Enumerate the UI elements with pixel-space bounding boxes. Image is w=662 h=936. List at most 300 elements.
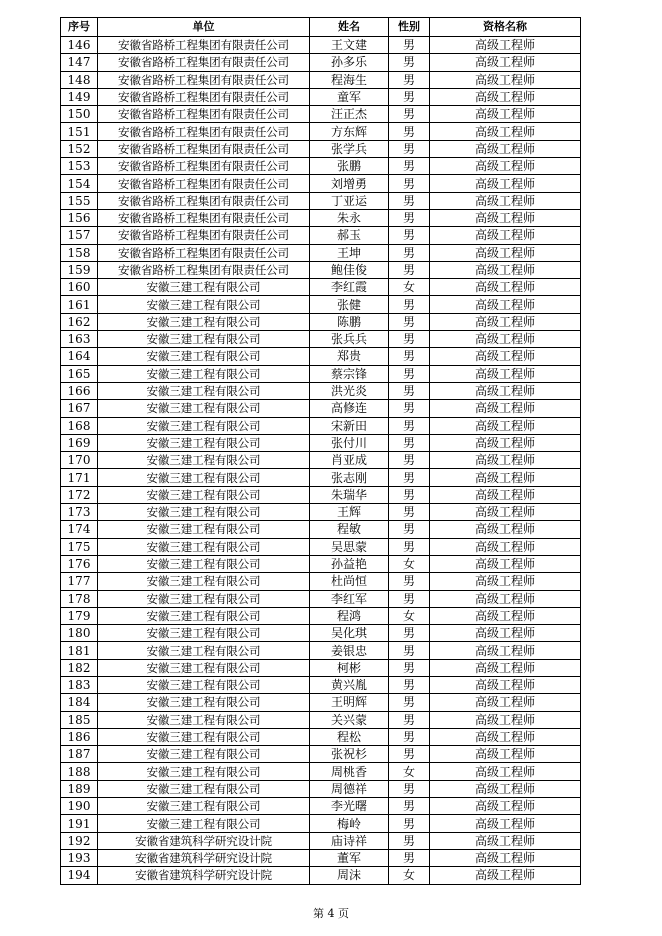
header-gender: 性别 xyxy=(389,18,430,37)
row-gender: 男 xyxy=(389,37,430,54)
table-row xyxy=(61,417,581,434)
row-name: 李红军 xyxy=(310,590,389,607)
row-index: 169 xyxy=(61,434,98,451)
row-index: 148 xyxy=(61,71,98,88)
header-row xyxy=(61,18,581,37)
row-name: 汪正杰 xyxy=(310,106,389,123)
row-index: 186 xyxy=(61,728,98,745)
row-unit: 安徽三建工程有限公司 xyxy=(98,382,310,399)
row-unit: 安徽三建工程有限公司 xyxy=(98,348,310,365)
row-unit: 安徽三建工程有限公司 xyxy=(98,642,310,659)
row-name: 梅岭 xyxy=(310,815,389,832)
row-qualification: 高级工程师 xyxy=(430,763,581,780)
table-row xyxy=(61,469,581,486)
row-unit: 安徽三建工程有限公司 xyxy=(98,486,310,503)
row-qualification: 高级工程师 xyxy=(430,140,581,157)
table-row xyxy=(61,590,581,607)
table-row xyxy=(61,106,581,123)
table-row xyxy=(61,331,581,348)
table-row xyxy=(61,694,581,711)
row-unit: 安徽三建工程有限公司 xyxy=(98,694,310,711)
row-index: 188 xyxy=(61,763,98,780)
row-index: 168 xyxy=(61,417,98,434)
row-unit: 安徽省建筑科学研究设计院 xyxy=(98,867,310,884)
row-qualification: 高级工程师 xyxy=(430,538,581,555)
row-gender: 男 xyxy=(389,469,430,486)
row-gender: 男 xyxy=(389,400,430,417)
row-qualification: 高级工程师 xyxy=(430,728,581,745)
row-qualification: 高级工程师 xyxy=(430,331,581,348)
row-qualification: 高级工程师 xyxy=(430,88,581,105)
table-row xyxy=(61,54,581,71)
row-unit: 安徽省路桥工程集团有限责任公司 xyxy=(98,175,310,192)
row-name: 张鹏 xyxy=(310,158,389,175)
row-unit: 安徽三建工程有限公司 xyxy=(98,625,310,642)
row-name: 李光曙 xyxy=(310,798,389,815)
row-index: 184 xyxy=(61,694,98,711)
row-name: 周德祥 xyxy=(310,780,389,797)
row-unit: 安徽三建工程有限公司 xyxy=(98,573,310,590)
row-qualification: 高级工程师 xyxy=(430,382,581,399)
table-row xyxy=(61,521,581,538)
row-index: 150 xyxy=(61,106,98,123)
row-index: 170 xyxy=(61,452,98,469)
row-gender: 男 xyxy=(389,815,430,832)
row-index: 175 xyxy=(61,538,98,555)
row-name: 姜银忠 xyxy=(310,642,389,659)
row-qualification: 高级工程师 xyxy=(430,365,581,382)
row-unit: 安徽三建工程有限公司 xyxy=(98,798,310,815)
row-name: 方东辉 xyxy=(310,123,389,140)
row-qualification: 高级工程师 xyxy=(430,348,581,365)
row-qualification: 高级工程师 xyxy=(430,676,581,693)
row-gender: 男 xyxy=(389,625,430,642)
table-row xyxy=(61,175,581,192)
table-row xyxy=(61,746,581,763)
row-index: 187 xyxy=(61,746,98,763)
row-name: 黄兴胤 xyxy=(310,676,389,693)
table-row xyxy=(61,348,581,365)
row-gender: 男 xyxy=(389,382,430,399)
row-unit: 安徽三建工程有限公司 xyxy=(98,607,310,624)
row-qualification: 高级工程师 xyxy=(430,469,581,486)
table-row xyxy=(61,763,581,780)
row-index: 159 xyxy=(61,261,98,278)
header-name: 姓名 xyxy=(310,18,389,37)
row-name: 童军 xyxy=(310,88,389,105)
row-index: 177 xyxy=(61,573,98,590)
row-qualification: 高级工程师 xyxy=(430,192,581,209)
row-name: 程鸿 xyxy=(310,607,389,624)
row-gender: 男 xyxy=(389,244,430,261)
table-row xyxy=(61,244,581,261)
row-gender: 男 xyxy=(389,417,430,434)
table-row xyxy=(61,504,581,521)
row-name: 孙多乐 xyxy=(310,54,389,71)
row-qualification: 高级工程师 xyxy=(430,642,581,659)
row-unit: 安徽三建工程有限公司 xyxy=(98,659,310,676)
row-gender: 男 xyxy=(389,452,430,469)
row-name: 孙益艳 xyxy=(310,555,389,572)
row-gender: 男 xyxy=(389,106,430,123)
row-name: 张祝杉 xyxy=(310,746,389,763)
row-unit: 安徽省路桥工程集团有限责任公司 xyxy=(98,209,310,226)
table-row xyxy=(61,452,581,469)
row-qualification: 高级工程师 xyxy=(430,37,581,54)
row-qualification: 高级工程师 xyxy=(430,780,581,797)
row-gender: 女 xyxy=(389,763,430,780)
row-index: 166 xyxy=(61,382,98,399)
table-row xyxy=(61,867,581,884)
row-gender: 男 xyxy=(389,227,430,244)
row-name: 张志刚 xyxy=(310,469,389,486)
row-gender: 男 xyxy=(389,849,430,866)
row-qualification: 高级工程师 xyxy=(430,227,581,244)
row-name: 王明辉 xyxy=(310,694,389,711)
row-qualification: 高级工程师 xyxy=(430,573,581,590)
row-name: 程松 xyxy=(310,728,389,745)
row-name: 王文建 xyxy=(310,37,389,54)
row-unit: 安徽省路桥工程集团有限责任公司 xyxy=(98,261,310,278)
row-gender: 女 xyxy=(389,555,430,572)
row-name: 肖亚成 xyxy=(310,452,389,469)
row-index: 152 xyxy=(61,140,98,157)
table-body xyxy=(61,37,581,885)
row-gender: 男 xyxy=(389,296,430,313)
row-gender: 男 xyxy=(389,140,430,157)
row-gender: 女 xyxy=(389,607,430,624)
row-index: 176 xyxy=(61,555,98,572)
row-gender: 男 xyxy=(389,486,430,503)
row-unit: 安徽省建筑科学研究设计院 xyxy=(98,849,310,866)
row-name: 吴思蒙 xyxy=(310,538,389,555)
table-row xyxy=(61,279,581,296)
row-index: 146 xyxy=(61,37,98,54)
table-row xyxy=(61,832,581,849)
row-index: 153 xyxy=(61,158,98,175)
row-name: 刘增勇 xyxy=(310,175,389,192)
row-qualification: 高级工程师 xyxy=(430,504,581,521)
row-unit: 安徽三建工程有限公司 xyxy=(98,676,310,693)
row-name: 程敏 xyxy=(310,521,389,538)
row-qualification: 高级工程师 xyxy=(430,54,581,71)
row-gender: 男 xyxy=(389,711,430,728)
table-row xyxy=(61,365,581,382)
row-name: 高修连 xyxy=(310,400,389,417)
row-gender: 男 xyxy=(389,158,430,175)
row-gender: 男 xyxy=(389,54,430,71)
row-qualification: 高级工程师 xyxy=(430,746,581,763)
row-unit: 安徽三建工程有限公司 xyxy=(98,555,310,572)
row-unit: 安徽三建工程有限公司 xyxy=(98,365,310,382)
row-gender: 男 xyxy=(389,728,430,745)
header-unit: 单位 xyxy=(98,18,310,37)
row-unit: 安徽三建工程有限公司 xyxy=(98,763,310,780)
row-name: 吴化琪 xyxy=(310,625,389,642)
row-gender: 男 xyxy=(389,746,430,763)
row-name: 柯彬 xyxy=(310,659,389,676)
row-unit: 安徽省路桥工程集团有限责任公司 xyxy=(98,140,310,157)
row-unit: 安徽三建工程有限公司 xyxy=(98,452,310,469)
table-row xyxy=(61,711,581,728)
row-qualification: 高级工程师 xyxy=(430,798,581,815)
table-row xyxy=(61,625,581,642)
table-row xyxy=(61,486,581,503)
row-qualification: 高级工程师 xyxy=(430,659,581,676)
table-row xyxy=(61,382,581,399)
row-gender: 男 xyxy=(389,832,430,849)
row-index: 185 xyxy=(61,711,98,728)
row-gender: 男 xyxy=(389,590,430,607)
row-qualification: 高级工程师 xyxy=(430,279,581,296)
row-qualification: 高级工程师 xyxy=(430,417,581,434)
table-row xyxy=(61,261,581,278)
row-index: 191 xyxy=(61,815,98,832)
table-row xyxy=(61,555,581,572)
row-gender: 男 xyxy=(389,659,430,676)
row-qualification: 高级工程师 xyxy=(430,313,581,330)
table-row xyxy=(61,538,581,555)
row-name: 王辉 xyxy=(310,504,389,521)
row-qualification: 高级工程师 xyxy=(430,71,581,88)
table-row xyxy=(61,123,581,140)
table-row xyxy=(61,728,581,745)
row-index: 164 xyxy=(61,348,98,365)
row-name: 周沫 xyxy=(310,867,389,884)
row-unit: 安徽三建工程有限公司 xyxy=(98,296,310,313)
row-index: 174 xyxy=(61,521,98,538)
row-index: 181 xyxy=(61,642,98,659)
row-index: 173 xyxy=(61,504,98,521)
table-header xyxy=(61,18,581,37)
row-index: 155 xyxy=(61,192,98,209)
row-gender: 男 xyxy=(389,676,430,693)
table-row xyxy=(61,573,581,590)
row-unit: 安徽省建筑科学研究设计院 xyxy=(98,832,310,849)
row-qualification: 高级工程师 xyxy=(430,434,581,451)
row-gender: 男 xyxy=(389,538,430,555)
row-gender: 男 xyxy=(389,209,430,226)
row-unit: 安徽三建工程有限公司 xyxy=(98,504,310,521)
table-row xyxy=(61,192,581,209)
header-index: 序号 xyxy=(61,18,98,37)
row-name: 宋新田 xyxy=(310,417,389,434)
row-qualification: 高级工程师 xyxy=(430,555,581,572)
row-name: 张兵兵 xyxy=(310,331,389,348)
row-gender: 男 xyxy=(389,521,430,538)
row-unit: 安徽三建工程有限公司 xyxy=(98,728,310,745)
table-row xyxy=(61,659,581,676)
row-qualification: 高级工程师 xyxy=(430,486,581,503)
table-row xyxy=(61,676,581,693)
row-unit: 安徽省路桥工程集团有限责任公司 xyxy=(98,123,310,140)
row-name: 朱永 xyxy=(310,209,389,226)
row-gender: 男 xyxy=(389,123,430,140)
row-unit: 安徽省路桥工程集团有限责任公司 xyxy=(98,37,310,54)
row-gender: 男 xyxy=(389,348,430,365)
table-row xyxy=(61,400,581,417)
row-gender: 男 xyxy=(389,694,430,711)
row-qualification: 高级工程师 xyxy=(430,694,581,711)
row-qualification: 高级工程师 xyxy=(430,815,581,832)
row-unit: 安徽省路桥工程集团有限责任公司 xyxy=(98,88,310,105)
row-index: 194 xyxy=(61,867,98,884)
row-qualification: 高级工程师 xyxy=(430,123,581,140)
row-unit: 安徽三建工程有限公司 xyxy=(98,469,310,486)
row-index: 151 xyxy=(61,123,98,140)
row-qualification: 高级工程师 xyxy=(430,261,581,278)
row-index: 192 xyxy=(61,832,98,849)
table-row xyxy=(61,88,581,105)
table-row xyxy=(61,607,581,624)
table-row xyxy=(61,37,581,54)
row-unit: 安徽三建工程有限公司 xyxy=(98,417,310,434)
row-gender: 男 xyxy=(389,313,430,330)
row-name: 杜尚恒 xyxy=(310,573,389,590)
row-name: 庙诗祥 xyxy=(310,832,389,849)
row-unit: 安徽三建工程有限公司 xyxy=(98,279,310,296)
table-row xyxy=(61,642,581,659)
row-index: 193 xyxy=(61,849,98,866)
row-unit: 安徽三建工程有限公司 xyxy=(98,590,310,607)
row-gender: 男 xyxy=(389,434,430,451)
table-row xyxy=(61,313,581,330)
row-qualification: 高级工程师 xyxy=(430,590,581,607)
row-qualification: 高级工程师 xyxy=(430,625,581,642)
row-gender: 男 xyxy=(389,504,430,521)
row-index: 171 xyxy=(61,469,98,486)
row-gender: 女 xyxy=(389,867,430,884)
row-name: 张学兵 xyxy=(310,140,389,157)
row-name: 董军 xyxy=(310,849,389,866)
row-qualification: 高级工程师 xyxy=(430,158,581,175)
row-index: 160 xyxy=(61,279,98,296)
row-index: 161 xyxy=(61,296,98,313)
row-gender: 男 xyxy=(389,798,430,815)
row-qualification: 高级工程师 xyxy=(430,521,581,538)
row-name: 蔡宗锋 xyxy=(310,365,389,382)
row-index: 158 xyxy=(61,244,98,261)
table-row xyxy=(61,227,581,244)
row-unit: 安徽三建工程有限公司 xyxy=(98,313,310,330)
row-name: 郝玉 xyxy=(310,227,389,244)
header-qualification: 资格名称 xyxy=(430,18,581,37)
table-row xyxy=(61,296,581,313)
row-gender: 男 xyxy=(389,365,430,382)
row-unit: 安徽三建工程有限公司 xyxy=(98,400,310,417)
row-gender: 女 xyxy=(389,279,430,296)
table-row xyxy=(61,849,581,866)
row-name: 陈鹏 xyxy=(310,313,389,330)
row-qualification: 高级工程师 xyxy=(430,400,581,417)
row-qualification: 高级工程师 xyxy=(430,867,581,884)
row-index: 167 xyxy=(61,400,98,417)
row-gender: 男 xyxy=(389,331,430,348)
row-gender: 男 xyxy=(389,71,430,88)
row-name: 关兴蒙 xyxy=(310,711,389,728)
row-index: 178 xyxy=(61,590,98,607)
row-name: 张健 xyxy=(310,296,389,313)
row-unit: 安徽三建工程有限公司 xyxy=(98,538,310,555)
row-index: 189 xyxy=(61,780,98,797)
row-qualification: 高级工程师 xyxy=(430,711,581,728)
row-qualification: 高级工程师 xyxy=(430,209,581,226)
row-gender: 男 xyxy=(389,261,430,278)
row-unit: 安徽省路桥工程集团有限责任公司 xyxy=(98,244,310,261)
row-qualification: 高级工程师 xyxy=(430,607,581,624)
row-index: 147 xyxy=(61,54,98,71)
row-gender: 男 xyxy=(389,175,430,192)
row-name: 洪光炎 xyxy=(310,382,389,399)
row-index: 182 xyxy=(61,659,98,676)
row-unit: 安徽省路桥工程集团有限责任公司 xyxy=(98,54,310,71)
row-gender: 男 xyxy=(389,642,430,659)
row-index: 179 xyxy=(61,607,98,624)
row-unit: 安徽三建工程有限公司 xyxy=(98,711,310,728)
row-unit: 安徽三建工程有限公司 xyxy=(98,815,310,832)
row-unit: 安徽三建工程有限公司 xyxy=(98,331,310,348)
page-number: 第 4 页 xyxy=(313,907,349,920)
row-name: 周桃香 xyxy=(310,763,389,780)
roster-table xyxy=(60,17,581,885)
row-name: 王坤 xyxy=(310,244,389,261)
row-name: 鲍佳俊 xyxy=(310,261,389,278)
row-unit: 安徽三建工程有限公司 xyxy=(98,434,310,451)
table-row xyxy=(61,434,581,451)
row-gender: 男 xyxy=(389,780,430,797)
row-qualification: 高级工程师 xyxy=(430,106,581,123)
row-unit: 安徽三建工程有限公司 xyxy=(98,780,310,797)
row-index: 157 xyxy=(61,227,98,244)
row-name: 程海生 xyxy=(310,71,389,88)
row-index: 163 xyxy=(61,331,98,348)
row-unit: 安徽省路桥工程集团有限责任公司 xyxy=(98,227,310,244)
row-index: 180 xyxy=(61,625,98,642)
row-index: 156 xyxy=(61,209,98,226)
table-row xyxy=(61,71,581,88)
row-qualification: 高级工程师 xyxy=(430,452,581,469)
row-unit: 安徽三建工程有限公司 xyxy=(98,746,310,763)
row-name: 李红霞 xyxy=(310,279,389,296)
table-row xyxy=(61,140,581,157)
row-unit: 安徽三建工程有限公司 xyxy=(98,521,310,538)
table-row xyxy=(61,158,581,175)
row-qualification: 高级工程师 xyxy=(430,849,581,866)
row-qualification: 高级工程师 xyxy=(430,175,581,192)
table-row xyxy=(61,815,581,832)
row-index: 154 xyxy=(61,175,98,192)
row-name: 张付川 xyxy=(310,434,389,451)
row-qualification: 高级工程师 xyxy=(430,244,581,261)
row-index: 162 xyxy=(61,313,98,330)
row-name: 丁亚运 xyxy=(310,192,389,209)
table-row xyxy=(61,209,581,226)
row-index: 183 xyxy=(61,676,98,693)
row-gender: 男 xyxy=(389,192,430,209)
row-name: 朱瑞华 xyxy=(310,486,389,503)
table-row xyxy=(61,780,581,797)
row-unit: 安徽省路桥工程集团有限责任公司 xyxy=(98,106,310,123)
row-index: 165 xyxy=(61,365,98,382)
row-unit: 安徽省路桥工程集团有限责任公司 xyxy=(98,158,310,175)
row-index: 172 xyxy=(61,486,98,503)
row-index: 149 xyxy=(61,88,98,105)
table-row xyxy=(61,798,581,815)
row-index: 190 xyxy=(61,798,98,815)
row-unit: 安徽省路桥工程集团有限责任公司 xyxy=(98,192,310,209)
row-name: 郑贵 xyxy=(310,348,389,365)
row-gender: 男 xyxy=(389,573,430,590)
